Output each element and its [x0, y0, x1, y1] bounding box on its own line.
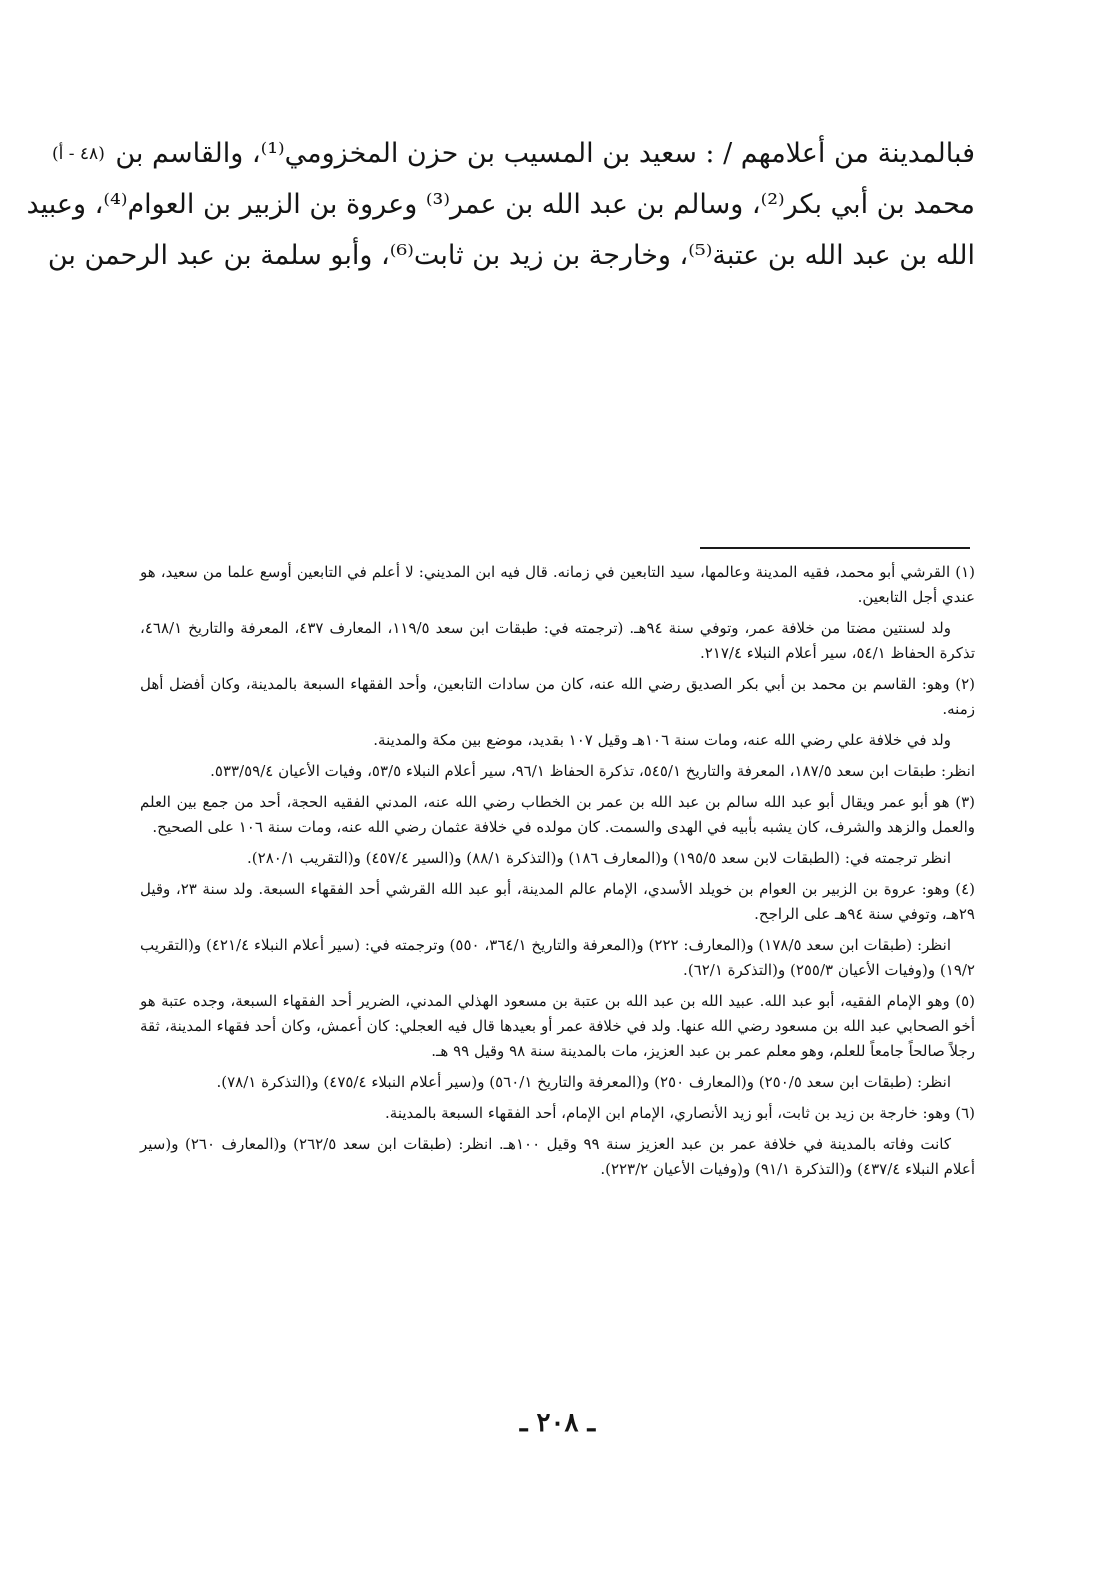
- footnote-2-cont: ولد في خلافة علي رضي الله عنه، ومات سنة ١٠٦هـ وقيل ١٠٧ بقديد، موضع بين مكة والمدينة.: [373, 731, 951, 749]
- footnote-4: (٤) وهو: عروة بن الزبير بن العوام بن خويلد الأسدي، الإمام عالم المدينة، أبو عبد الله القرشي أحد الفقهاء السبعة. ولد سنة ٢٣، وقيل ٢٩هـ، وتوفي سنة ٩٤هـ على الراجح.: [140, 880, 975, 923]
- footnote-5: (٥) وهو الإمام الفقيه، أبو عبد الله. عبيد الله بن عبد الله بن عتبة بن مسعود الهذلي المدني، الضرير أحد الفقهاء السبعة، وجده عتبة هو أخو الصحابي عبد الله بن مسعود رضي الله عنها. ولد في خلافة عمر أو بعيدها قال فيه العجلي: كان أعمش، وكان أحد فقهاء المدينة، ثقة رجلاً صالحاً جامعاً للعلم، وهو معلم عمر بن عبد العزيز، مات بالمدينة سنة ٩٨ وقيل ٩٩ هـ.: [140, 992, 975, 1060]
- footnote-separator: [700, 547, 970, 549]
- footnotes-section: [140, 560, 975, 1188]
- footnote-4-refs: انظر: (طبقات ابن سعد ١٧٨/٥) و(المعارف: ٢٢٢) و(المعرفة والتاريخ ٣٦٤/١، ٥٥٠) وترجمته في: (سير أعلام النبلاء ٤٢١/٤) و(التقريب ١٩/٢) و(وفيات الأعيان ٢٥٥/٣) و(التذكرة ٦٢/١).: [140, 936, 975, 979]
- margin-folio-note: (٤٨ - أ): [52, 144, 105, 164]
- footnote-2-refs: انظر: طبقات ابن سعد ١٨٧/٥، المعرفة والتاريخ ٥٤٥/١، تذكرة الحفاظ ٩٦/١، سير أعلام النبلاء ٥٣/٥، وفيات الأعيان ٥٣٣/٥٩/٤.: [210, 762, 975, 780]
- footnote-1: (١) القرشي أبو محمد، فقيه المدينة وعالمها، سيد التابعين في زمانه. قال فيه ابن المديني: لا أعلم في التابعين أوسع علما من سعيد، هو عندي أجل التابعين.: [140, 563, 975, 606]
- footnote-3: (٣) هو أبو عمر ويقال أبو عبد الله سالم بن عبد الله بن عمر بن الخطاب رضي الله عنه، المدني الفقيه الحجة، أحد من جمع بين العلم والعمل والزهد والشرف، كان يشبه بأبيه في الهدى والسمت. كان مولده في خلافة عثمان رضي الله عنه، ومات سنة ١٠٦ على الصحيح.: [140, 793, 975, 836]
- main-text-line-2: محمد بن أبي بكر⁽²⁾، وسالم بن عبد الله بن عمر⁽³⁾ وعروة بن الزبير بن العوام⁽⁴⁾، وعبيد: [26, 189, 975, 220]
- footnote-6: (٦) وهو: خارجة بن زيد بن ثابت، أبو زيد الأنصاري، الإمام ابن الإمام، أحد الفقهاء السبعة بالمدينة.: [385, 1104, 975, 1122]
- main-text-line-3: الله بن عبد الله بن عتبة⁽⁵⁾، وخارجة بن زيد بن ثابت⁽⁶⁾، وأبو سلمة بن عبد الرحمن بن: [47, 240, 975, 271]
- footnote-5-refs: انظر: (طبقات ابن سعد ٢٥٠/٥) و(المعارف ٢٥٠) و(المعرفة والتاريخ ٥٦٠/١) و(سير أعلام النبلاء ٤٧٥/٤) و(التذكرة ٧٨/١).: [216, 1073, 951, 1091]
- footnote-2: (٢) وهو: القاسم بن محمد بن أبي بكر الصديق رضي الله عنه، كان من سادات التابعين، وأحد الفقهاء السبعة بالمدينة، وكان أفضل أهل زمنه.: [140, 675, 975, 718]
- main-text-line-1: فبالمدينة من أعلامهم / : سعيد بن المسيب بن حزن المخزومي⁽¹⁾، والقاسم بن: [115, 138, 975, 169]
- footnote-3-refs: انظر ترجمته في: (الطبقات لابن سعد ١٩٥/٥) و(المعارف ١٨٦) و(التذكرة ٨٨/١) و(السير ٤٥٧/٤) و(التقريب ٢٨٠/١).: [247, 849, 951, 867]
- footnote-1-cont: ولد لسنتين مضتا من خلافة عمر، وتوفي سنة ٩٤هـ. (ترجمته في: طبقات ابن سعد ١١٩/٥، المعارف ٤٣٧، المعرفة والتاريخ ٤٦٨/١، تذكرة الحفاظ ٥٤/١، سير أعلام النبلاء ٢١٧/٤.: [140, 619, 975, 662]
- footnote-6-cont: كانت وفاته بالمدينة في خلافة عمر بن عبد العزيز سنة ٩٩ وقيل ١٠٠هـ. انظر: (طبقات ابن سعد ٢٦٢/٥) و(المعارف ٢٦٠) و(سير أعلام النبلاء ٤٣٧/٤) و(التذكرة ٩١/١) و(وفيات الأعيان ٢٢٣/٢).: [140, 1135, 975, 1178]
- page-number: ـ ٢٠٨ ـ: [519, 1408, 596, 1438]
